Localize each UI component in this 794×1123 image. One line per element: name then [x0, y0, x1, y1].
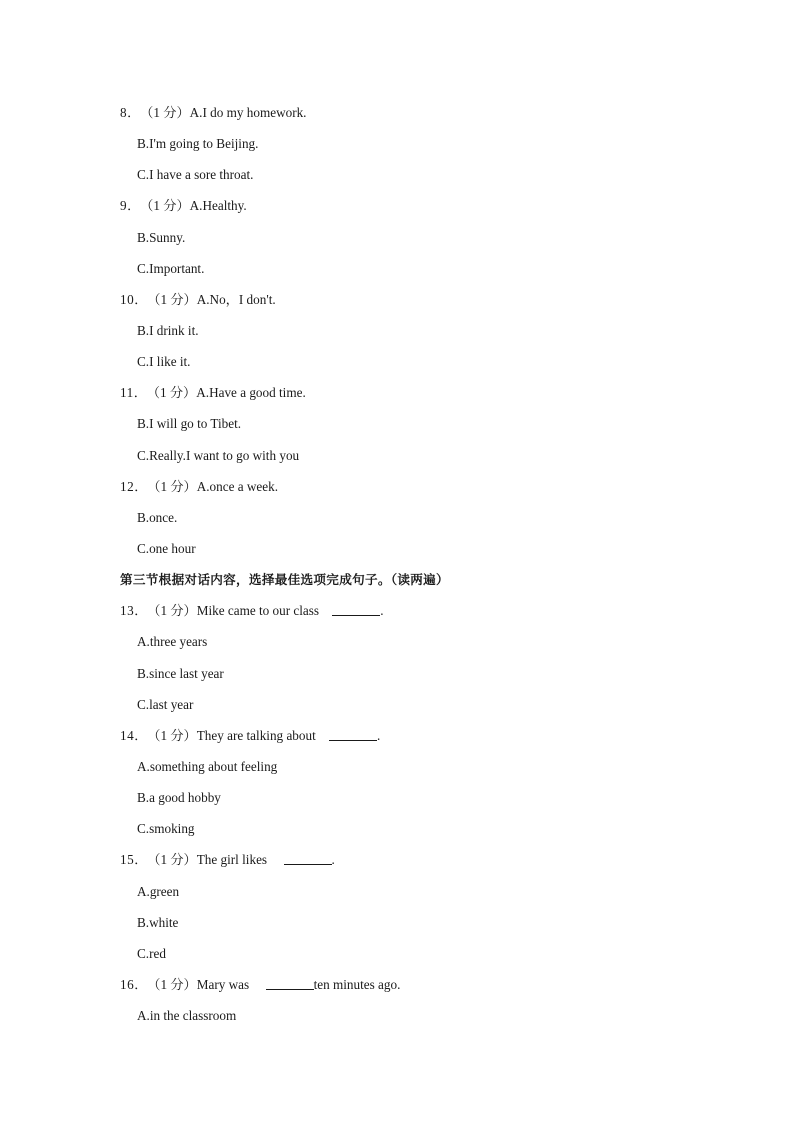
option-line: B.I will go to Tibet.: [137, 416, 242, 432]
option-text: A.Healthy.: [189, 198, 247, 214]
question-score: （1 分）: [153, 291, 197, 307]
question-number: 15．: [120, 852, 148, 868]
section-heading: 第三节根据对话内容，选择最佳选项完成句子。（读两遍）: [120, 572, 449, 588]
question-score: （1 分）: [146, 198, 190, 214]
question-score: （1 分）: [153, 976, 197, 992]
question-number: 10．: [120, 291, 148, 307]
question-13: [120, 595, 720, 626]
option-line: C.smoking: [137, 821, 195, 837]
option-line: A.something about feeling: [137, 758, 278, 774]
question-number: 9．: [120, 198, 141, 214]
question-text: They are talking about: [196, 727, 316, 743]
option-line: A.green: [137, 883, 180, 899]
question-number: 12．: [120, 478, 148, 494]
question-12: [120, 471, 720, 502]
question-text: Mary was: [196, 976, 250, 992]
question-16: [120, 969, 720, 1000]
question-text: The girl likes: [196, 852, 268, 868]
option-line: B.a good hobby: [137, 790, 221, 806]
option-line: C.Really.I want to go with you: [137, 447, 300, 463]
question-15: [120, 844, 720, 875]
answer-blank: [284, 852, 332, 865]
question-text-after: .: [376, 727, 381, 743]
option-text: A.Have a good time.: [196, 385, 306, 401]
option-line: B.since last year: [137, 665, 224, 681]
question-text: Mike came to our class: [196, 603, 320, 619]
answer-blank: [332, 603, 380, 616]
option-line: C.last year: [137, 696, 194, 712]
worksheet-content: [120, 97, 720, 1031]
question-score: （1 分）: [153, 603, 197, 619]
option-line: C.one hour: [137, 540, 196, 556]
question-number: 14．: [120, 727, 148, 743]
option-line: C.red: [137, 945, 166, 961]
question-text-after: .: [331, 852, 335, 868]
option-line: B.I'm going to Beijing.: [137, 136, 259, 152]
option-line: B.I drink it.: [137, 322, 199, 338]
question-9: [120, 190, 720, 221]
question-14: [120, 720, 720, 751]
option-line: C.Important.: [137, 260, 205, 276]
question-number: 16．: [120, 976, 148, 992]
question-score: （1 分）: [153, 852, 197, 868]
option-text: A.once a week.: [196, 478, 279, 494]
question-text-after: .: [380, 603, 384, 619]
option-line: A.in the classroom: [137, 1008, 237, 1024]
option-line: B.once.: [137, 509, 178, 525]
question-number: 8．: [120, 105, 141, 120]
option-line: C.I have a sore throat.: [137, 167, 254, 183]
option-text: A.No，I don't.: [196, 291, 276, 307]
answer-blank: [266, 977, 314, 990]
question-10: [120, 284, 720, 315]
question-score: （1 分）: [153, 727, 197, 743]
answer-blank: [329, 728, 377, 741]
question-11: [120, 377, 720, 408]
question-number: 13．: [120, 603, 148, 619]
option-line: C.I like it.: [137, 354, 191, 370]
option-line: A.three years: [137, 634, 208, 650]
option-text: A.I do my homework.: [189, 105, 307, 120]
question-number: 11．: [120, 385, 148, 401]
question-score: （1 分）: [153, 385, 197, 401]
option-line: B.Sunny.: [137, 229, 186, 245]
question-score: （1 分）: [146, 105, 190, 120]
question-8: [120, 97, 720, 128]
question-text-after: ten minutes ago.: [313, 976, 401, 992]
option-line: B.white: [137, 914, 179, 930]
question-score: （1 分）: [153, 478, 197, 494]
